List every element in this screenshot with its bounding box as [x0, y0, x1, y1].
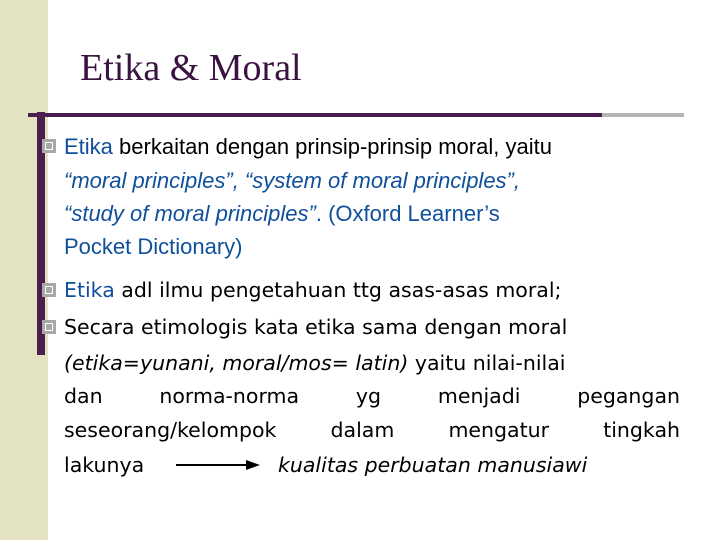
bullet-3-line-5-lead: lakunya: [64, 453, 145, 477]
bullet-2-line: [64, 275, 561, 305]
bullet-3-result: kualitas perbuatan manusiawi: [278, 453, 588, 477]
square-bullet-icon: [42, 283, 56, 297]
term-etika-2: Etika: [64, 278, 115, 302]
title-rule-end: [602, 113, 684, 117]
slide-title: Etika & Moral: [80, 47, 302, 89]
right-arrow-icon: [176, 459, 260, 471]
bullet-2-text: adl ilmu pengetahuan ttg asas-asas moral;: [114, 278, 562, 302]
bullet-3-line-2: [64, 348, 565, 378]
term-etika: Etika: [64, 134, 113, 159]
bullet-3-line-1: Secara etimologis kata etika sama dengan moral: [64, 315, 568, 339]
title-rule: [28, 113, 602, 117]
bullet-1-line-2: “moral principles”, “system of moral principles”,: [64, 168, 520, 193]
bullet-1-line-4: Pocket Dictionary): [64, 234, 243, 259]
bullet-3-line-3: dan norma-norma yg menjadi pegangan: [64, 384, 680, 408]
source-text: . (Oxford Learner’s: [315, 201, 500, 226]
bullet-1-text: berkaitan dengan prinsip-prinsip moral, yaitu: [112, 134, 552, 159]
bullet-3-text: yaitu nilai-nilai: [408, 351, 566, 375]
quote-study: “study of moral principles”: [64, 201, 316, 226]
bullet-1-line-1: [64, 132, 552, 162]
bullet-1-line-3: [64, 199, 500, 229]
square-bullet-icon: [42, 139, 56, 153]
etymology-note: (etika=yunani, moral/mos= latin): [64, 351, 409, 375]
bullet-3-line-4: seseorang/kelompok dalam mengatur tingkah: [64, 418, 680, 442]
square-bullet-icon: [42, 320, 56, 334]
